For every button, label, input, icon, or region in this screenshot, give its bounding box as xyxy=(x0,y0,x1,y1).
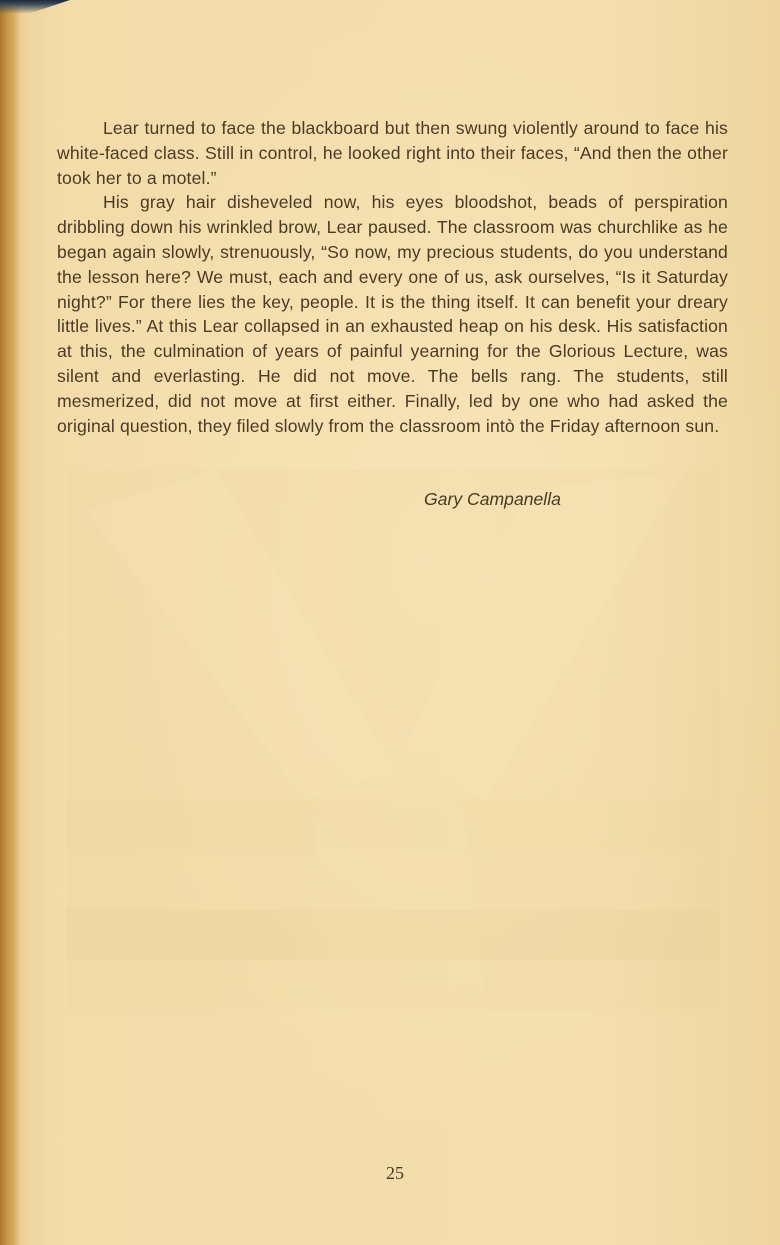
paragraph-1: Lear turned to face the blackboard but then swung violently around to face his white-faced class. Still in control, he looked right into their faces, “And then the other took her to a motel.” xyxy=(57,118,728,188)
story-text xyxy=(57,116,728,438)
scan-corner-mark xyxy=(0,0,70,14)
author-signature: Gary Campanella xyxy=(424,489,561,509)
spine-shadow xyxy=(0,0,20,1245)
paragraph-2: His gray hair disheveled now, his eyes bloodshot, beads of perspiration dribbling down his wrinkled brow, Lear paused. The classroom was churchlike as he began again slowly, strenuously, “So now, my precious students, do you understand the lesson here? We must, each and every one of us, ask ourselves, “Is it Saturday night?” For there lies the key, people. It is the thing itself. It can benefit your dreary little lives.” At this Lear collapsed in an exhausted heap on his desk. His satisfaction at this, the culmination of years of painful yearning for the Glorious Lecture, was silent and everlasting. He did not move. The bells rang. The students, still mesmerized, did not move at first either. Finally, led by one who had asked the original question, they filed slowly from the classroom intò the Friday afternoon sun. xyxy=(57,192,728,436)
page-number: 25 xyxy=(386,1163,404,1183)
bleed-through-image xyxy=(66,470,720,1010)
